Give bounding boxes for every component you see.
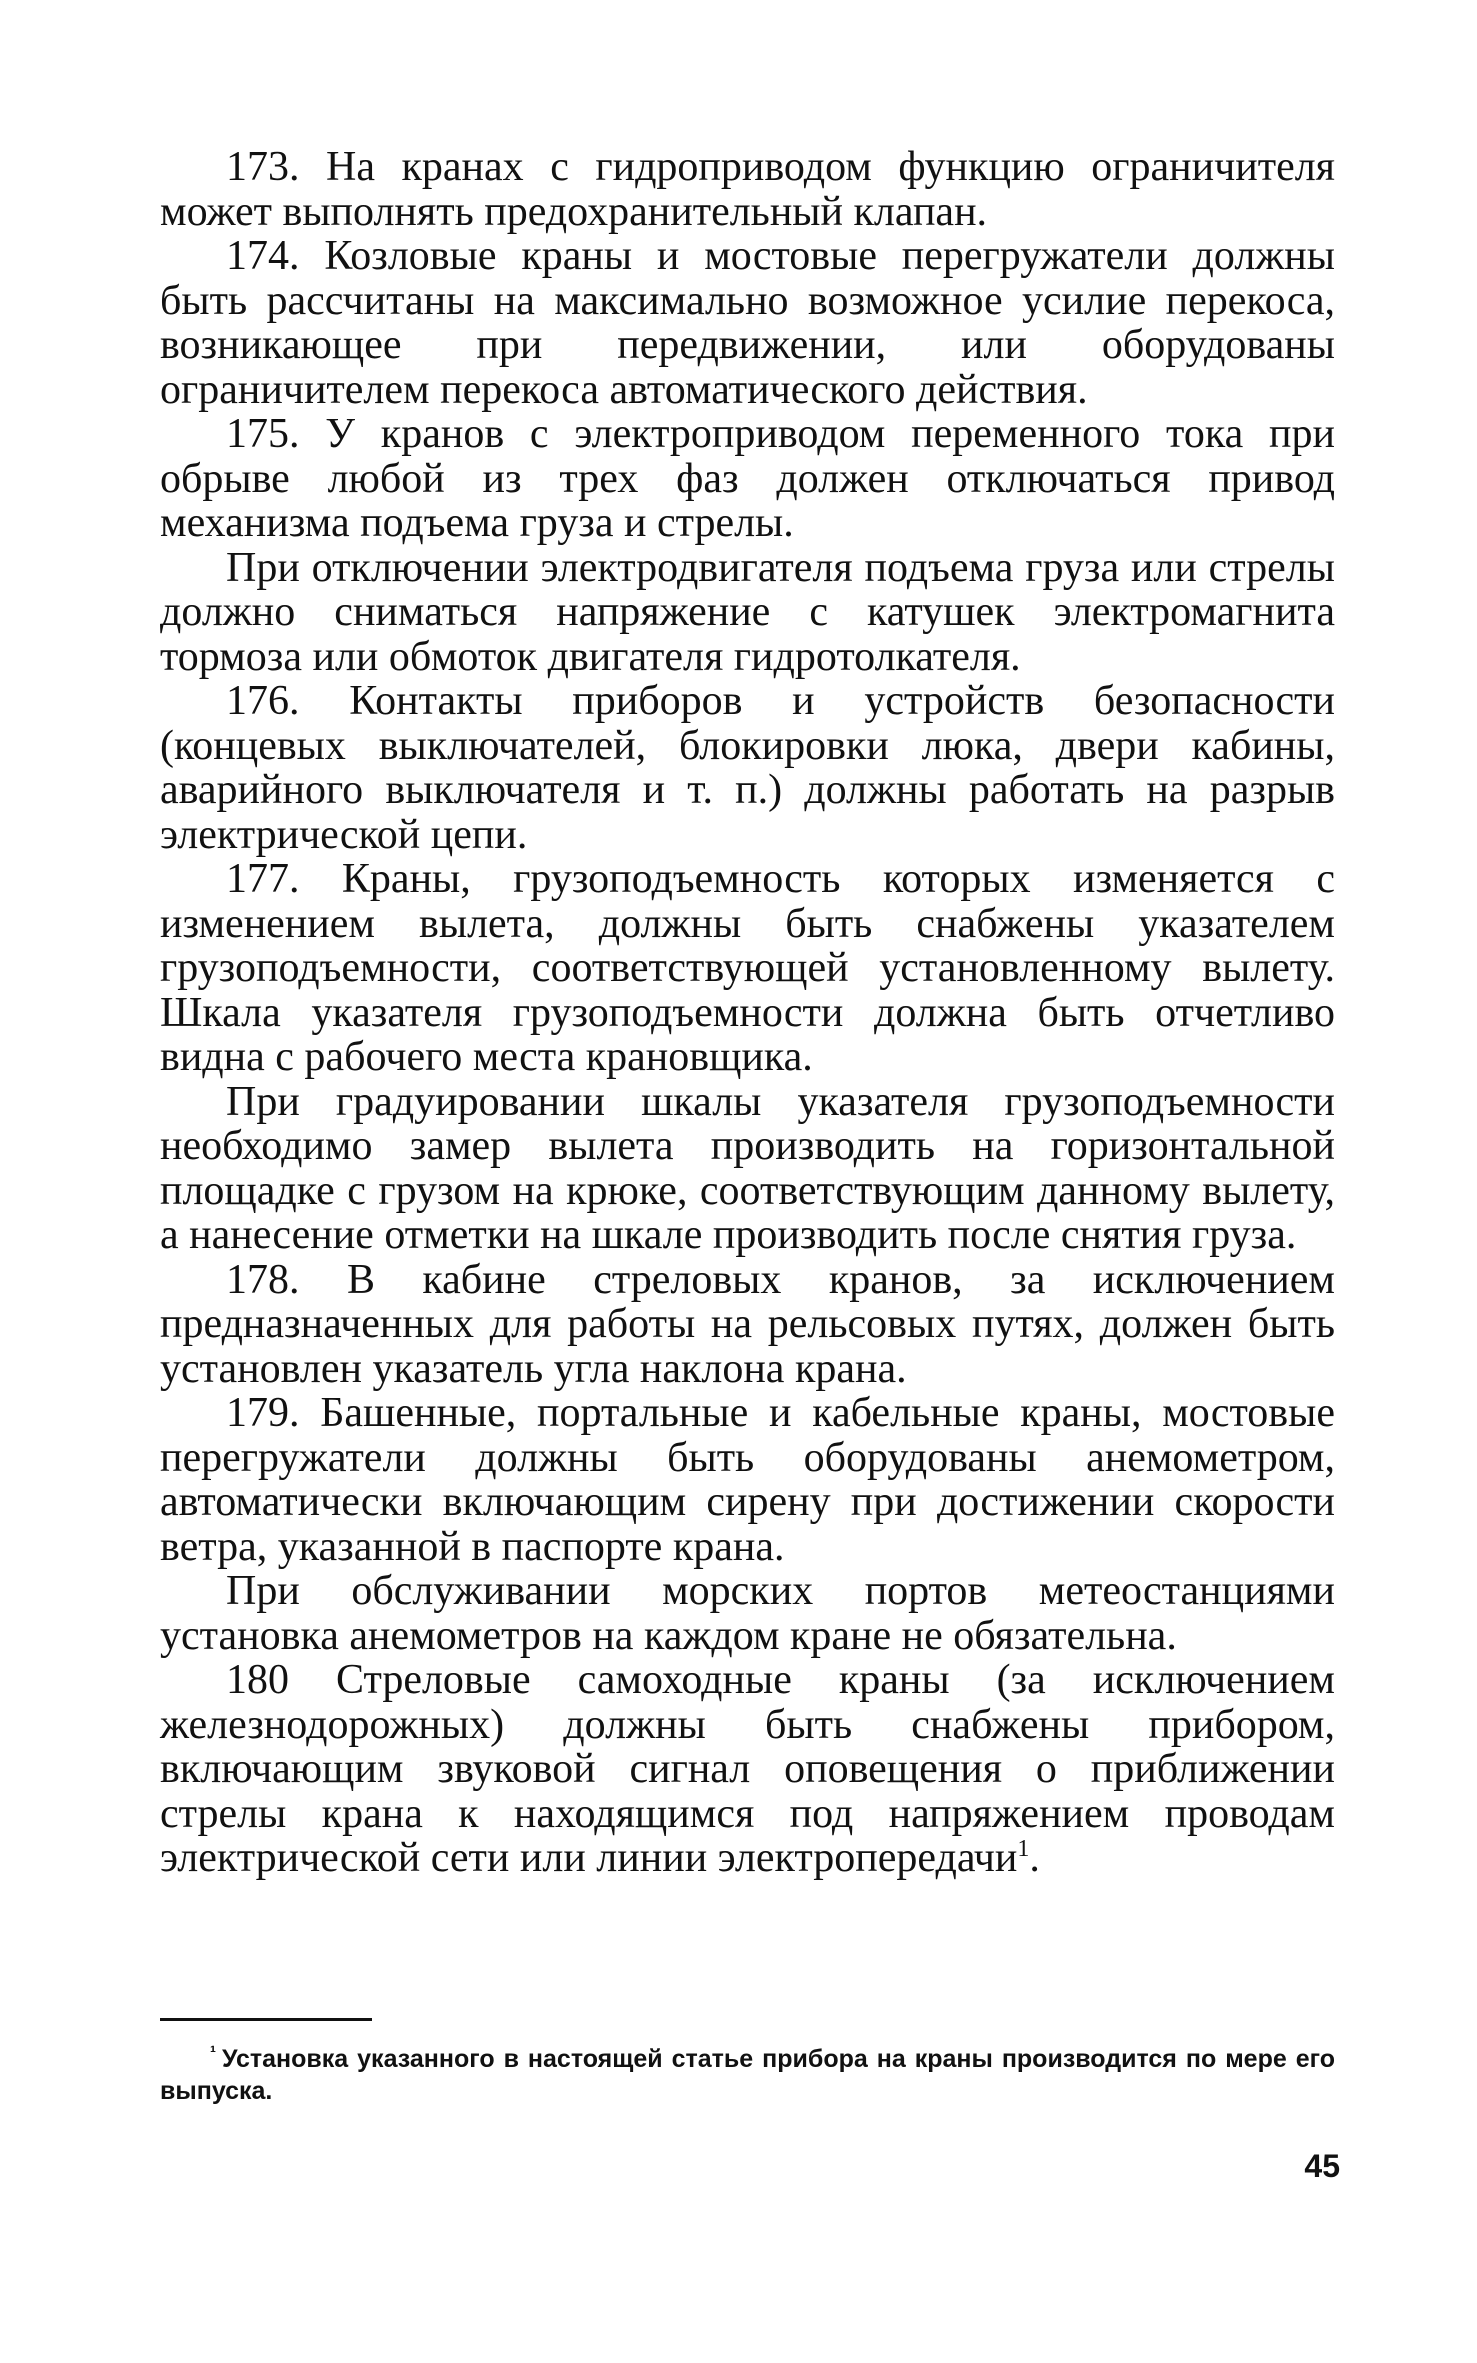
paragraph-177: 177. Краны, грузоподъемность которых изменяется с изменением вылета, должны быть снабжены указателем грузоподъемности, соответствующей установленному вылету. Шкала указателя грузоподъемности должна быть отчетливо видна с рабочего места крановщика. bbox=[160, 856, 1335, 1080]
paragraph-179: 179. Башенные, портальные и кабельные краны, мостовые перегружатели должны быть оборудованы анемометром, автоматически включающим сирену при достижении скорости ветра, указанной в паспорте крана. bbox=[160, 1390, 1335, 1570]
paragraph-178: 178. В кабине стреловых кранов, за исключением предназначенных для работы на рельсовых путях, должен быть установлен указатель угла наклона крана. bbox=[160, 1256, 1335, 1392]
footnote-text: Установка указанного в настоящей статье прибора на краны производится по мере его выпуска. bbox=[160, 2045, 1335, 2105]
paragraph-173: 173. На кранах с гидроприводом функцию ограничителя может выполнять предохранительный клапан. bbox=[160, 144, 1335, 235]
paragraph-176: 176. Контакты приборов и устройств безопасности (концевых выключателей, блокировки люка, двери кабины, аварийного выключателя и т. п.) должны работать на разрыв электрической цепи. bbox=[160, 678, 1335, 858]
paragraph-175: 175. У кранов с электроприводом переменного тока при обрыве любой из трех фаз должен отключаться привод механизма подъема груза и стрелы. bbox=[160, 411, 1335, 546]
footnote-reference: 1 bbox=[1017, 1836, 1030, 1862]
paragraph-177-continued: При градуировании шкалы указателя грузоподъемности необходимо замер вылета производить на горизонтальной площадке с грузом на крюке, соответствующим данному вылету, а нанесение отметки на шкале производить после снятия груза. bbox=[160, 1078, 1335, 1258]
paragraph-179-continued: При обслуживании морских портов метеостанциями установка анемометров на каждом кране не обязательна. bbox=[160, 1568, 1335, 1659]
footnote bbox=[160, 2043, 1335, 2107]
page-body bbox=[160, 145, 1335, 1881]
paragraph-175-continued: При отключении электродвигателя подъема груза или стрелы должно сниматься напряжение с катушек электромагнита тормоза или обмоток двигателя гидротолкателя. bbox=[160, 544, 1335, 680]
footnote-divider bbox=[160, 2018, 372, 2021]
footnote-mark: ¹ bbox=[210, 2041, 216, 2062]
page-number: 45 bbox=[1304, 2148, 1340, 2184]
paragraph-174: 174. Козловые краны и мостовые перегружатели должны быть рассчитаны на максимально возможное усилие перекоса, возникающее при передвижении, или оборудованы ограничителем перекоса автоматического действия. bbox=[160, 233, 1335, 413]
paragraph-180: 180 Стреловые самоходные краны (за исключением железнодорожных) должны быть снабжены прибором, включающим звуковой сигнал оповещения о приближении стрелы крана к находящимся под напряжением проводам электрической сети или линии электропередачи$^1$. bbox=[160, 1657, 1335, 1881]
paragraph-180-text: 180 Стреловые самоходные краны (за исключением железнодорожных) должны быть снабжены прибором, включающим звуковой сигнал оповещения о приближении стрелы крана к находящимся под напряжением проводам электрической сети или линии электропередачи bbox=[160, 1657, 1335, 1881]
